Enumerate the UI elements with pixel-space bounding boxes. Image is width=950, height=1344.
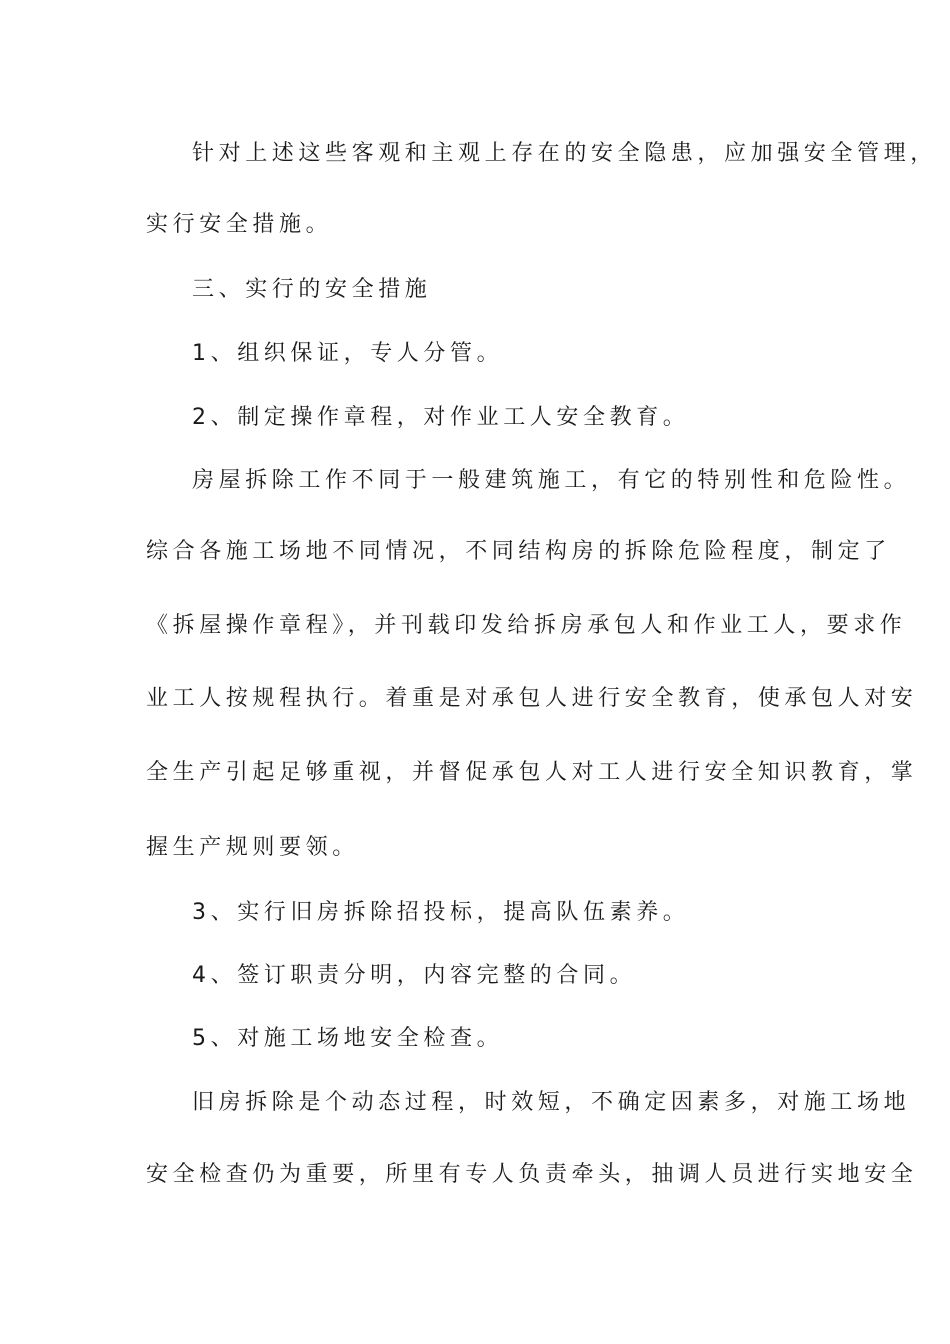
list-item: 4、签订职责分明，内容完整的合同。 [192,963,637,988]
paragraph-line: 安全检查仍为重要，所里有专人负责牵头，抽调人员进行实地安全 [146,1162,918,1187]
paragraph-line: 《拆屋操作章程》，并刊载印发给拆房承包人和作业工人，要求作 [146,613,907,638]
paragraph-line: 房屋拆除工作不同于一般建筑施工，有它的特别性和危险性。 [192,468,911,493]
paragraph-line: 业工人按规程执行。着重是对承包人进行安全教育，使承包人对安 [146,686,918,711]
list-item: 2、制定操作章程，对作业工人安全教育。 [192,405,690,430]
section-heading: 三、实行的安全措施 [192,277,432,302]
list-item: 5、对施工场地安全检查。 [192,1026,504,1051]
paragraph-line: 全生产引起足够重视，并督促承包人对工人进行安全知识教育，掌 [146,760,918,785]
paragraph-line: 实行安全措施。 [146,212,333,237]
paragraph-line: 针对上述这些客观和主观上存在的安全隐患，应加强安全管理， [192,141,937,166]
paragraph-line: 旧房拆除是个动态过程，时效短，不确定因素多，对施工场地 [192,1090,911,1115]
list-item: 1、组织保证，专人分管。 [192,341,504,366]
list-item: 3、实行旧房拆除招投标，提高队伍素养。 [192,900,690,925]
paragraph-line: 握生产规则要领。 [146,835,359,860]
paragraph-line: 综合各施工场地不同情况，不同结构房的拆除危险程度，制定了 [146,539,891,564]
